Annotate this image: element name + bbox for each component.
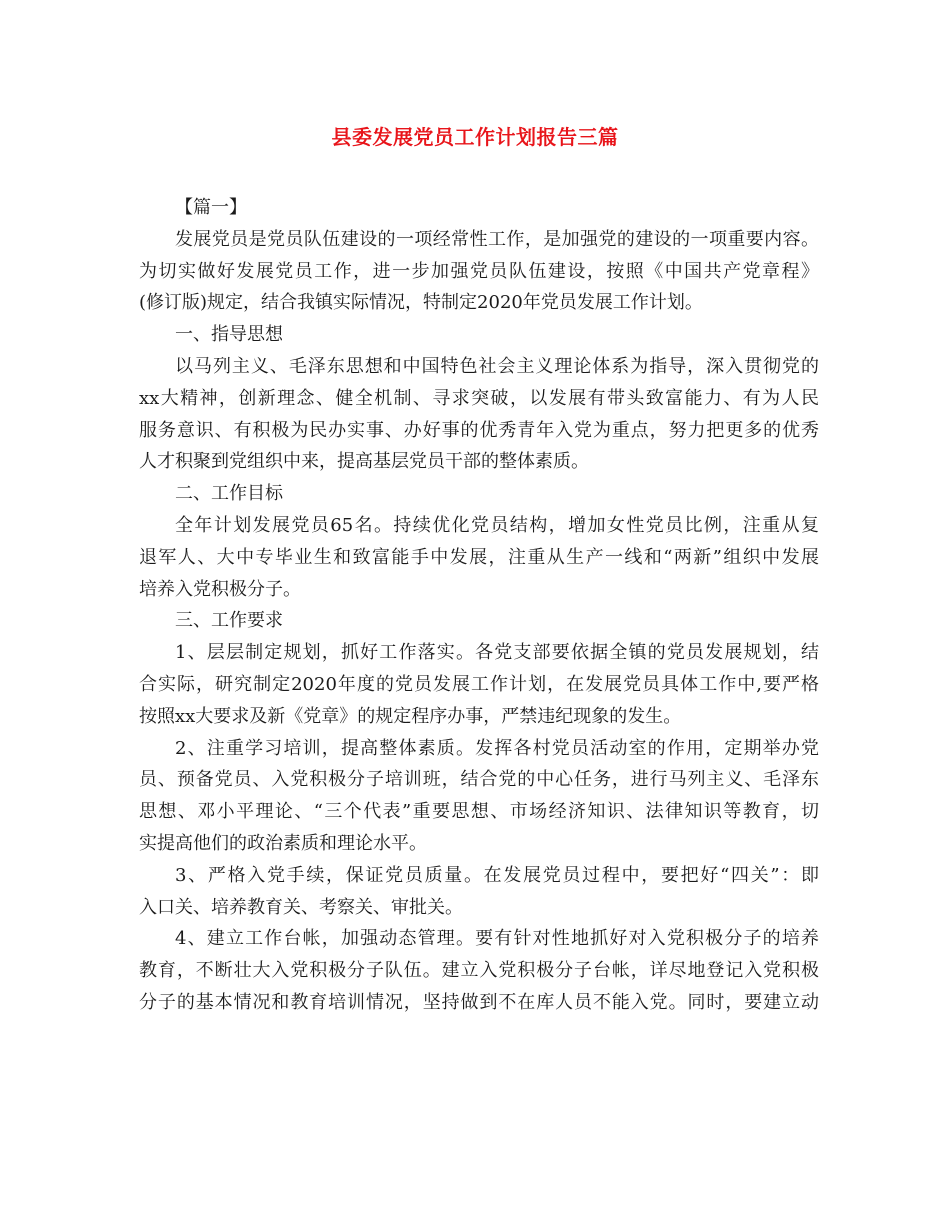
text-line: 一、指导思想 [175, 324, 283, 346]
text-line: 入口关、培养教育关、考察关、审批关。 [139, 896, 463, 918]
text-line: (修订版)规定，结合我镇实际情况，特制定2020年党员发展工作计划。 [139, 292, 703, 314]
text-line: 实提高他们的政治素质和理论水平。 [139, 832, 427, 854]
text-line: 以马列主义、毛泽东思想和中国特色社会主义理论体系为指导，深入贯彻党的 [175, 355, 819, 377]
text-line: 1、层层制定规划，抓好工作落实。各党支部要依据全镇的党员发展规划，结 [175, 642, 819, 664]
text-line: 服务意识、有积极为民办实事、办好事的优秀青年入党为重点，努力把更多的优秀 [139, 419, 819, 441]
text-line: 3、严格入党手续，保证党员质量。在发展党员过程中，要把好“四关”：即 [175, 864, 819, 886]
text-line: 合实际，研究制定2020年度的党员发展工作计划，在发展党员具体工作中,要严格 [139, 673, 819, 695]
text-line: 4、建立工作台帐，加强动态管理。要有针对性地抓好对入党积极分子的培养 [175, 928, 819, 950]
text-line: 按照xx大要求及新《党章》的规定程序办事，严禁违纪现象的发生。 [139, 705, 682, 727]
text-line: 全年计划发展党员65名。持续优化党员结构，增加女性党员比例，注重从复 [175, 514, 819, 536]
text-line: 【篇一】 [175, 197, 247, 218]
text-line: 为切实做好发展党员工作，进一步加强党员队伍建设，按照《中国共产党章程》 [139, 260, 819, 282]
text-line: 人才积聚到党组织中来，提高基层党员干部的整体素质。 [139, 451, 589, 473]
document-title: 县委发展党员工作计划报告三篇 [331, 125, 619, 149]
text-line: 三、工作要求 [175, 610, 283, 632]
text-line: 员、预备党员、入党积极分子培训班，结合党的中心任务，进行马列主义、毛泽东 [139, 769, 819, 791]
document-body [139, 192, 819, 1019]
text-line: 教育，不断壮大入党积极分子队伍。建立入党积极分子台帐，详尽地登记入党积极 [139, 960, 819, 982]
text-line: 退军人、大中专毕业生和致富能手中发展，注重从生产一线和“两新”组织中发展 [139, 546, 819, 568]
text-line: 思想、邓小平理论、“三个代表”重要思想、市场经济知识、法律知识等教育，切 [139, 801, 819, 823]
text-line: 培养入党积极分子。 [139, 578, 301, 600]
text-line: 2、注重学习培训，提高整体素质。发挥各村党员活动室的作用，定期举办党 [175, 737, 819, 759]
text-line: 二、工作目标 [175, 483, 283, 505]
text-line: xx大精神，创新理念、健全机制、寻求突破，以发展有带头致富能力、有为人民 [139, 387, 819, 409]
text-line: 分子的基本情况和教育培训情况，坚持做到不在库人员不能入党。同时，要建立动 [139, 991, 819, 1013]
text-line: 发展党员是党员队伍建设的一项经常性工作，是加强党的建设的一项重要内容。 [175, 228, 819, 250]
